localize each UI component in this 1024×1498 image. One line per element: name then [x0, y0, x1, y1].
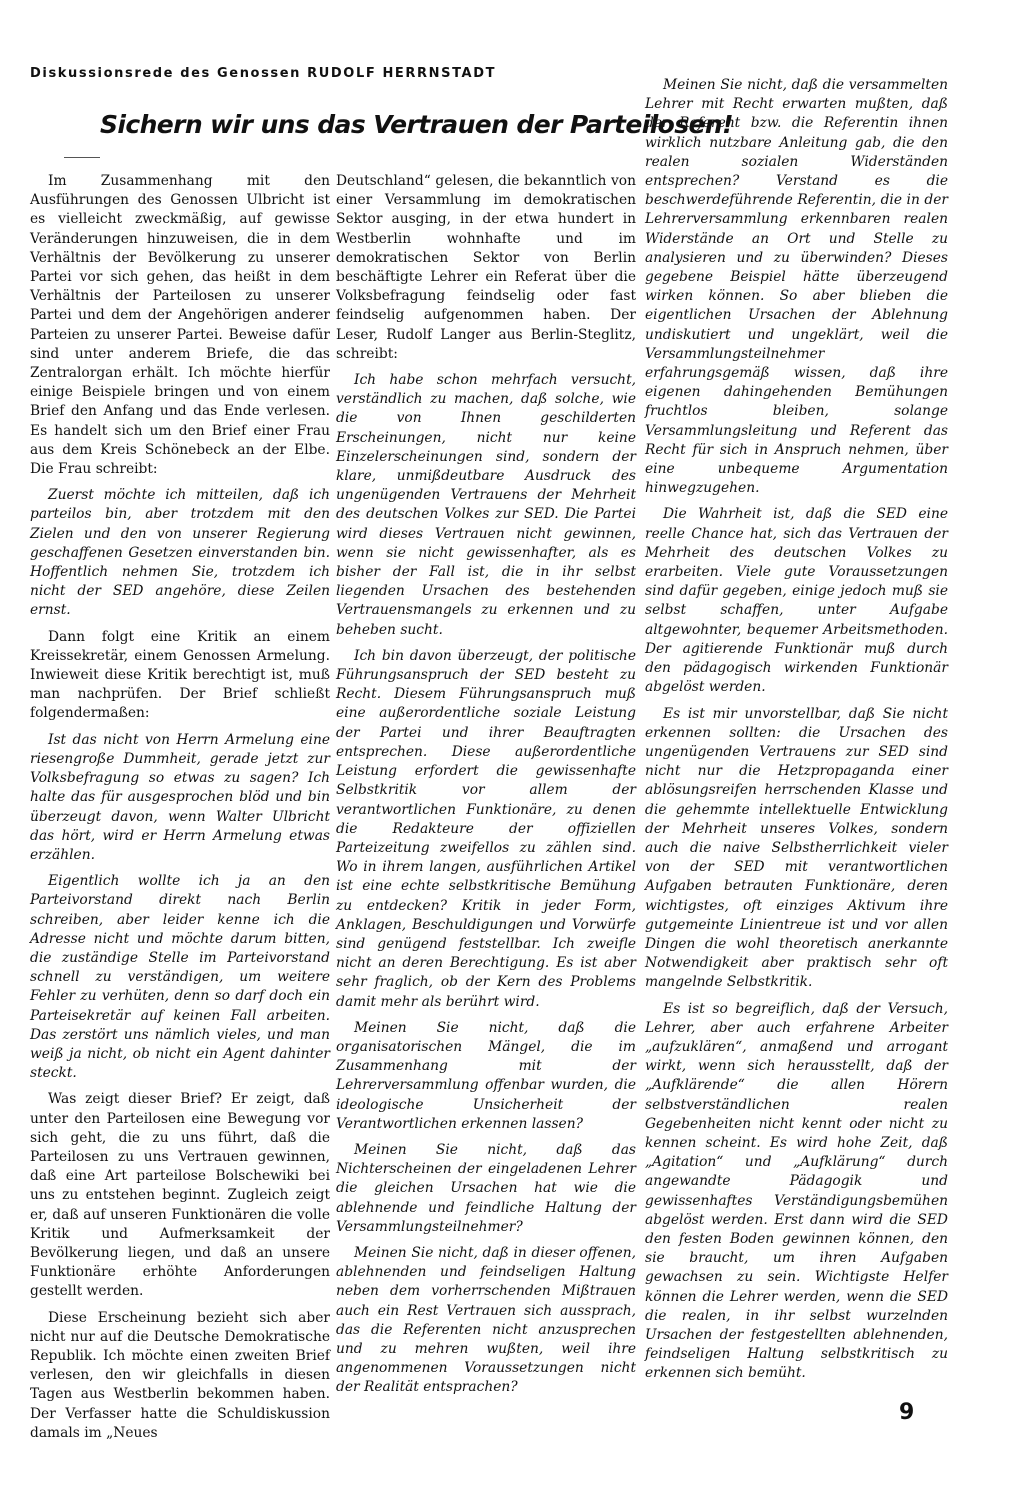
paragraph: Zuerst möchte ich mitteilen, daß ich parteilos bin, aber trotzdem mit den Zielen und den von unserer Regierung geschaffenen Gesetzen einverstanden bin. Hoffentlich nehmen Sie, trotzdem ich nicht der SED angehöre, diese Zeilen ernst. — [30, 487, 330, 619]
paragraph: Die Wahrheit ist, daß die SED eine reelle Chance hat, sich das Vertrauen der Mehrheit des deutschen Volkes zu erarbeiten. Viele gute Voraussetzungen sind dafür gegeben, einige jedoch muß sie selbst schaffen, unter Aufgabe altgewohnter, bequemer Arbeitsmethoden. Der agitierende Funktionär muß durch den pädagogisch wirkenden Funktionär abgelöst werden. — [645, 506, 948, 696]
paragraph: Eigentlich wollte ich ja an den Parteivorstand direkt nach Berlin schreiben, aber leider kenne ich die Adresse nicht und möchte darum bitten, die zuständige Stelle im Parteivorstand schnell zu verständigen, um weitere Fehler zu verhüten, denn so darf doch ein Parteisekretär auf keinen Fall arbeiten. Das zerstört uns nämlich vieles, und man weiß ja nicht, ob nicht ein Agent dahinter steckt. — [30, 873, 330, 1082]
paragraph: Ich bin davon überzeugt, der politische Führungsanspruch der SED besteht zu Recht. Diesem Führungsanspruch muß eine außerordentliche soziale Leistung der Partei und ihrer Beauftragten entsprechen. Diese außerordentliche Leistung erfordert die gewissenhafte Selbstkritik vor allem der verantwortlichen Funktionäre, zu denen die Redakteure der offiziellen Parteizeitung zweifellos zu zählen sind. Wo in ihrem langen, ausführlichen Artikel ist eine echte selbstkritische Bemühung zu entdecken? Kritik in jeder Form, Anklagen, Beschuldigungen und Vorwürfe sind genügend feststellbar. Ich zweifle nicht an deren Berechtigung. Es ist aber sehr fraglich, ob der Kern des Problems damit mehr als berührt wird. — [336, 647, 636, 1010]
paragraph: Ich habe schon mehrfach versucht, verständlich zu machen, daß solche, wie die von Ihnen geschilderten Erscheinungen, nicht nur keine Einzelerscheinungen sind, sondern der klare, unmißdeutbare Ausdruck des ungenügenden Vertrauens der Mehrheit des deutschen Volkes zur SED. Die Partei wird dieses Vertrauen nicht gewinnen, wenn sie nicht gewissenhafter, als es bisher der Fall ist, die in ihr selbst liegenden Ursachen des bestehenden Vertrauensmangels zu erkennen und zu beheben sucht. — [336, 372, 636, 638]
text-column-3 — [645, 76, 948, 1386]
paragraph: Es ist mir unvorstellbar, daß Sie nicht erkennen sollten: die Ursachen des ungenügenden Vertrauens zur SED sind nicht nur die Hetzpropaganda einer ablösungsreifen herrschenden Klasse und die gehemmte intellektuelle Entwicklung der Mehrheit unseres Volkes, sondern auch die naive Selbstherrlichkeit vieler von der SED mit verantwortlichen Aufgaben betrauten Funktionäre, deren wichtigstes, oft einziges Aktivum ihre gutgemeinte Linientreue ist und vor allen Dingen die wohl theoretisch anerkannte Notwendigkeit aber praktisch sehr oft mangelnde Selbstkritik. — [645, 705, 948, 991]
paragraph: Dann folgt eine Kritik an einem Kreissekretär, einem Genossen Armelung. Inwieweit diese Kritik berechtigt ist, muß man nachprüfen. Der Brief schließt folgendermaßen: — [30, 628, 330, 722]
article-headline: Sichern wir uns das Vertrauen der Parteilosen! — [100, 110, 733, 139]
paragraph: Ist das nicht von Herrn Armelung eine riesengroße Dummheit, gerade jetzt zur Volksbefragung so etwas zu sagen? Ich halte das für ausgesprochen blöd und bin überzeugt davon, wenn Walter Ulbricht das hört, wird er Herrn Armelung etwas erzählen. — [30, 731, 330, 863]
paragraph: Im Zusammenhang mit den Ausführungen des Genossen Ulbricht ist es vielleicht zweckmäßig, auf gewisse Veränderungen hinzuweisen, die in dem Verhältnis der Bevölkerung zu unserer Partei vor sich gehen, das heißt in dem Verhältnis der Parteilosen zu unserer Partei und dem der Angehörigen anderer Parteien zu unserer Partei. Beweise dafür sind unter anderem Briefe, die das Zentralorgan erhält. Ich möchte hierfür einige Beispiele bringen und von einem Brief den Anfang und das Ende verlesen. Es handelt sich um den Brief einer Frau aus dem Kreis Schönebeck an der Elbe. Die Frau schreibt: — [30, 173, 330, 478]
paragraph: Deutschland“ gelesen, die bekanntlich von einer Versammlung im demokratischen Sektor ausging, in der etwa hundert in Westberlin wohnhafte und im demokratischen Sektor von Berlin beschäftigte Lehrer ein Referat über die Volksbefragung feindselig oder fast feindselig aufgenommen haben. Der Leser, Rudolf Langer aus Berlin-Steglitz, schreibt: — [336, 173, 636, 362]
paragraph: Meinen Sie nicht, daß die organisatorischen Mängel, die im Zusammenhang mit der Lehrerversammlung offenbar wurden, die ideologische Unsicherheit der Verantwortlichen erkennen lassen? — [336, 1019, 636, 1132]
page-number: 9 — [899, 1400, 915, 1425]
text-column-1 — [30, 172, 330, 1441]
paragraph: Meinen Sie nicht, daß in dieser offenen, ablehnenden und feindseligen Haltung neben dem vorherrschenden Mißtrauen auch ein Rest Vertrauen sich aussprach, das die Referenten nicht anzusprechen und zu mehren wußten, weil ihre angenommenen Voraussetzungen nicht der Realität entsprachen? — [336, 1244, 636, 1396]
paragraph: Was zeigt dieser Brief? Er zeigt, daß unter den Parteilosen eine Bewegung vor sich geht, die zu uns führt, daß die Parteilosen zu uns Vertrauen gewinnen, daß eine Art parteilose Bolschewiki bei uns zu entstehen beginnt. Zugleich zeigt er, daß auf unseren Funktionären die volle Kritik und Aufmerksamkeit der Bevölkerung liegen, und daß an unsere Funktionäre erhöhte Anforderungen gestellt werden. — [30, 1091, 330, 1300]
paragraph: Meinen Sie nicht, daß das Nichterscheinen der eingeladenen Lehrer die gleichen Ursachen hat wie die ablehnende und feindliche Haltung der Versammlungsteilnehmer? — [336, 1141, 636, 1235]
text-column-2 — [336, 172, 636, 1400]
paragraph: Es ist so begreiflich, daß der Versuch, Lehrer, aber auch erfahrene Arbeiter „aufzuklären“, anmaßend und arrogant wirkt, wenn sich herausstellt, daß der „Aufklärende“ die allen Hörern selbstverständlichen realen Gegebenheiten nicht kennt oder nicht zu kennen scheint. Es wird hohe Zeit, daß „Agitation“ und „Aufklärung“ durch angewandte Pädagogik und gewissenhaftes Verständigungsbemühen abgelöst werden. Erst dann wird die SED den festen Boden gewinnen können, den sie braucht, um ihren Aufgaben gewachsen zu sein. Wichtigste Helfer können die Lehrer werden, wenn die SED die realen, in ihr selbst wurzelnden Ursachen der festgestellten ablehnenden, feindseligen Haltung selbstkritisch zu erkennen sich bemüht. — [645, 1000, 948, 1382]
kicker-line: Diskussionsrede des Genossen RUDOLF HERRNSTADT — [30, 66, 497, 81]
paragraph: Diese Erscheinung bezieht sich aber nicht nur auf die Deutsche Demokratische Republik. Ich möchte einen zweiten Brief verlesen, den wir gleichfalls in diesen Tagen aus Westberlin bekommen haben. Der Verfasser hatte die Schuldiskussion damals im „Neues — [30, 1309, 330, 1441]
headline-rule — [64, 157, 100, 158]
paragraph: Meinen Sie nicht, daß die versammelten Lehrer mit Recht erwarten mußten, daß der Referent bzw. die Referentin ihnen wirklich nutzbare Anleitung gab, die den realen sozialen Widerständen entsprechen? Verstand es die beschwerdeführende Referentin, die in der Lehrerversammlung erkennbaren realen Widerstände an Ort und Stelle zu analysieren und zu überwinden? Dieses gegebene Beispiel hätte überzeugend wirken können. So aber blieben die eigentlichen Ursachen der Ablehnung undiskutiert und ungeklärt, weil die Versammlungsteilnehmer erfahrungsgemäß wissen, daß ihre eigenen dahingehenden Bemühungen fruchtlos bleiben, solange Versammlungsleitung und Referent das Recht für sich in Anspruch nehmen, über eine unbequeme Argumentation hinwegzugehen. — [645, 77, 948, 497]
